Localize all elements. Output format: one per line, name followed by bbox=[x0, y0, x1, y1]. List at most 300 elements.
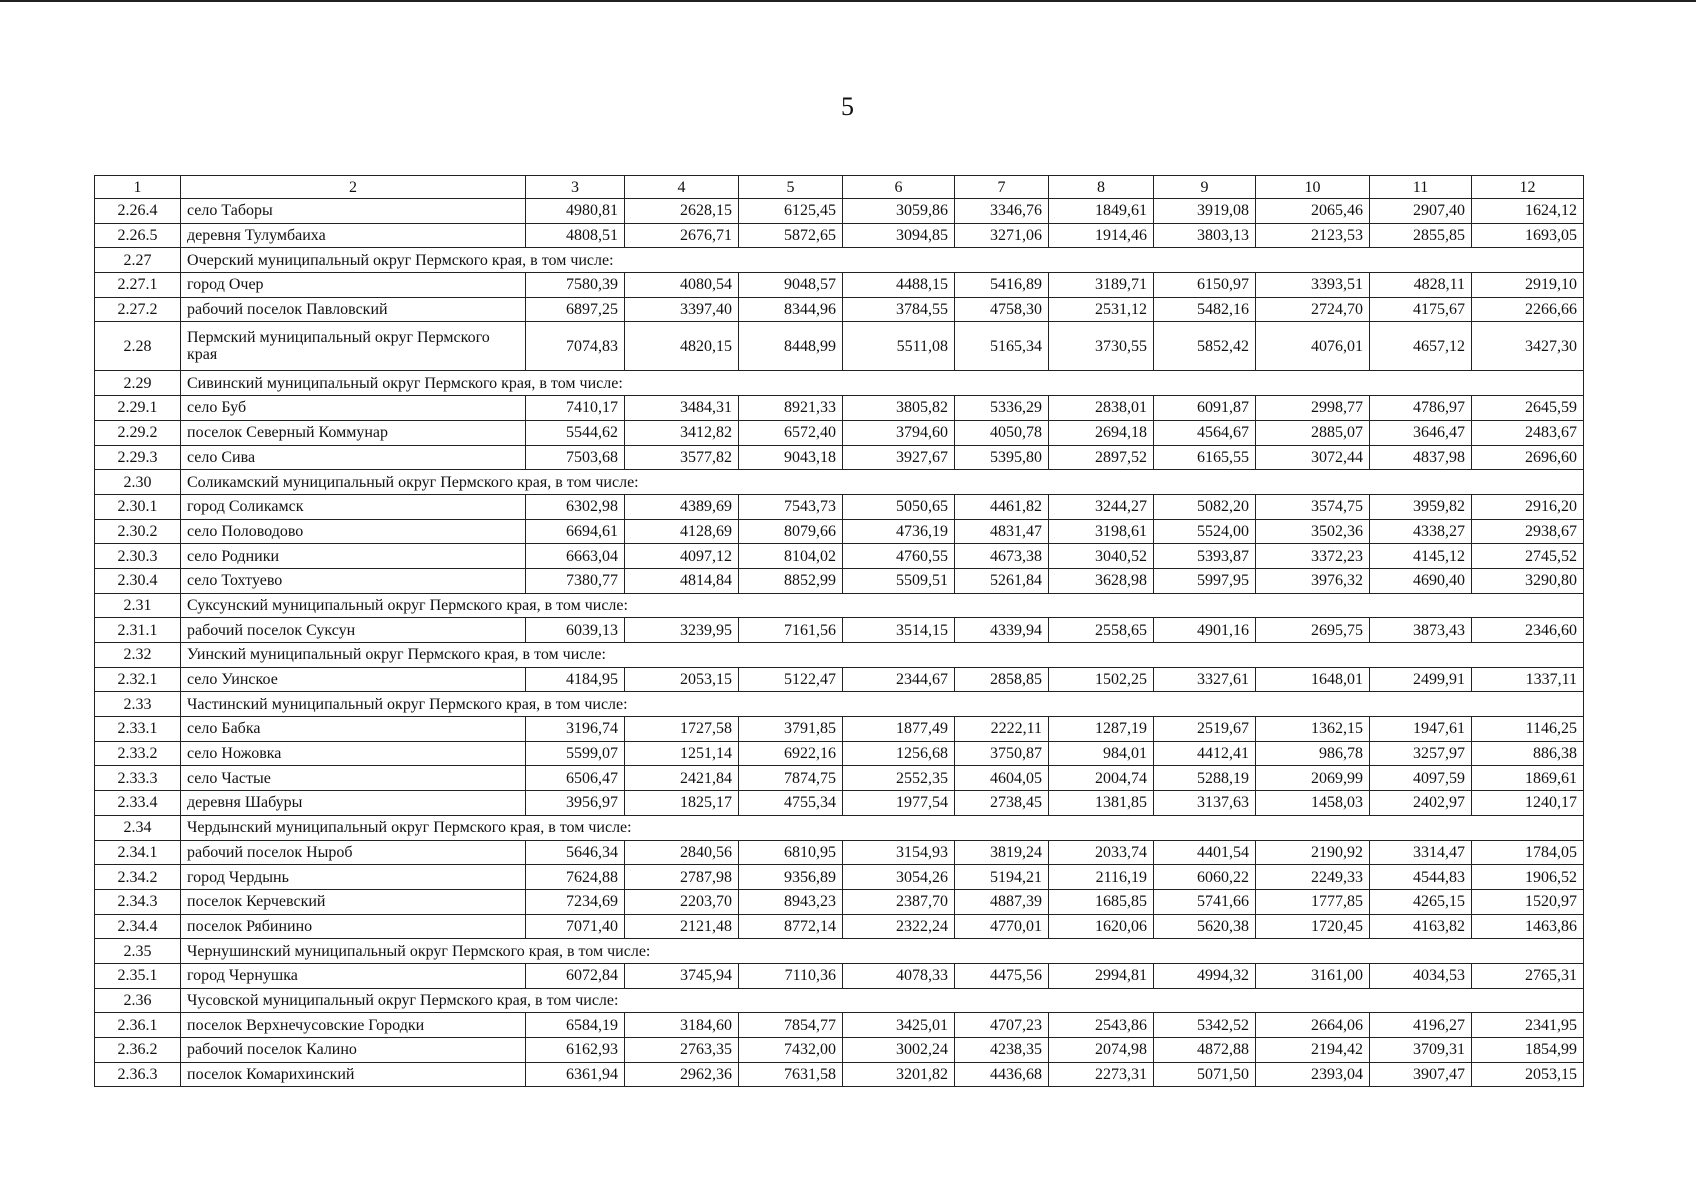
value-cell: 1520,97 bbox=[1472, 889, 1584, 914]
settlement-name: город Чернушка bbox=[181, 963, 526, 988]
value-cell: 1720,45 bbox=[1256, 914, 1370, 939]
row-code: 2.30.4 bbox=[95, 568, 181, 593]
value-cell: 6810,95 bbox=[739, 840, 843, 865]
value-cell: 2004,74 bbox=[1049, 766, 1154, 791]
value-cell: 3784,55 bbox=[843, 297, 955, 322]
value-cell: 3290,80 bbox=[1472, 568, 1584, 593]
row-code: 2.36.3 bbox=[95, 1062, 181, 1087]
value-cell: 3794,60 bbox=[843, 420, 955, 445]
value-cell: 1146,25 bbox=[1472, 717, 1584, 742]
value-cell: 5741,66 bbox=[1154, 889, 1256, 914]
value-cell: 2121,48 bbox=[625, 914, 739, 939]
value-cell: 1877,49 bbox=[843, 717, 955, 742]
value-cell: 5509,51 bbox=[843, 568, 955, 593]
settlement-name: село Половодово bbox=[181, 519, 526, 544]
column-header: 11 bbox=[1370, 176, 1472, 199]
row-code: 2.36 bbox=[95, 988, 181, 1013]
column-header: 4 bbox=[625, 176, 739, 199]
value-cell: 2033,74 bbox=[1049, 840, 1154, 865]
section-row bbox=[95, 815, 1584, 840]
row-code: 2.26.4 bbox=[95, 199, 181, 224]
value-cell: 2053,15 bbox=[1472, 1062, 1584, 1087]
value-cell: 3346,76 bbox=[955, 199, 1049, 224]
value-cell: 2074,98 bbox=[1049, 1038, 1154, 1063]
value-cell: 4604,05 bbox=[955, 766, 1049, 791]
value-cell: 4808,51 bbox=[526, 223, 625, 248]
value-cell: 8772,14 bbox=[739, 914, 843, 939]
table-row bbox=[95, 914, 1584, 939]
value-cell: 6302,98 bbox=[526, 494, 625, 519]
value-cell: 6162,93 bbox=[526, 1038, 625, 1063]
value-cell: 5082,20 bbox=[1154, 494, 1256, 519]
value-cell: 2552,35 bbox=[843, 766, 955, 791]
row-code: 2.27.2 bbox=[95, 297, 181, 322]
value-cell: 4758,30 bbox=[955, 297, 1049, 322]
value-cell: 3327,61 bbox=[1154, 667, 1256, 692]
value-cell: 2907,40 bbox=[1370, 199, 1472, 224]
value-cell: 3709,31 bbox=[1370, 1038, 1472, 1063]
value-cell: 7071,40 bbox=[526, 914, 625, 939]
value-cell: 3730,55 bbox=[1049, 322, 1154, 371]
column-header: 3 bbox=[526, 176, 625, 199]
value-cell: 2885,07 bbox=[1256, 420, 1370, 445]
value-cell: 1463,86 bbox=[1472, 914, 1584, 939]
value-cell: 1287,19 bbox=[1049, 717, 1154, 742]
table-row bbox=[95, 667, 1584, 692]
value-cell: 9356,89 bbox=[739, 865, 843, 890]
column-number-row bbox=[95, 176, 1584, 199]
value-cell: 2393,04 bbox=[1256, 1062, 1370, 1087]
value-cell: 3271,06 bbox=[955, 223, 1049, 248]
value-cell: 1648,01 bbox=[1256, 667, 1370, 692]
value-cell: 3819,24 bbox=[955, 840, 1049, 865]
value-cell: 2344,67 bbox=[843, 667, 955, 692]
row-code: 2.33.2 bbox=[95, 741, 181, 766]
value-cell: 3976,32 bbox=[1256, 568, 1370, 593]
value-cell: 3198,61 bbox=[1049, 519, 1154, 544]
value-cell: 4238,35 bbox=[955, 1038, 1049, 1063]
table-row bbox=[95, 396, 1584, 421]
value-cell: 2266,66 bbox=[1472, 297, 1584, 322]
value-cell: 5620,38 bbox=[1154, 914, 1256, 939]
row-code: 2.31.1 bbox=[95, 618, 181, 643]
page-number: 5 bbox=[841, 92, 855, 121]
table-row bbox=[95, 494, 1584, 519]
value-cell: 5599,07 bbox=[526, 741, 625, 766]
value-cell: 2645,59 bbox=[1472, 396, 1584, 421]
value-cell: 1251,14 bbox=[625, 741, 739, 766]
row-code: 2.33.1 bbox=[95, 717, 181, 742]
settlement-name: село Тохтуево bbox=[181, 568, 526, 593]
value-cell: 3745,94 bbox=[625, 963, 739, 988]
value-cell: 2763,35 bbox=[625, 1038, 739, 1063]
value-cell: 5852,42 bbox=[1154, 322, 1256, 371]
value-cell: 4690,40 bbox=[1370, 568, 1472, 593]
row-code: 2.35.1 bbox=[95, 963, 181, 988]
settlement-name: деревня Тулумбаиха bbox=[181, 223, 526, 248]
row-code: 2.33.4 bbox=[95, 791, 181, 816]
value-cell: 1693,05 bbox=[1472, 223, 1584, 248]
table-row bbox=[95, 1038, 1584, 1063]
value-cell: 7234,69 bbox=[526, 889, 625, 914]
value-cell: 3646,47 bbox=[1370, 420, 1472, 445]
settlement-name: город Очер bbox=[181, 273, 526, 298]
value-cell: 7580,39 bbox=[526, 273, 625, 298]
value-cell: 3484,31 bbox=[625, 396, 739, 421]
row-code: 2.29.3 bbox=[95, 445, 181, 470]
column-header: 6 bbox=[843, 176, 955, 199]
value-cell: 2116,19 bbox=[1049, 865, 1154, 890]
table-row bbox=[95, 568, 1584, 593]
value-cell: 6897,25 bbox=[526, 297, 625, 322]
value-cell: 3574,75 bbox=[1256, 494, 1370, 519]
value-cell: 5997,95 bbox=[1154, 568, 1256, 593]
value-cell: 4564,67 bbox=[1154, 420, 1256, 445]
settlement-name: деревня Шабуры bbox=[181, 791, 526, 816]
value-cell: 1947,61 bbox=[1370, 717, 1472, 742]
table-row bbox=[95, 618, 1584, 643]
value-cell: 8921,33 bbox=[739, 396, 843, 421]
value-cell: 7380,77 bbox=[526, 568, 625, 593]
value-cell: 5416,89 bbox=[955, 273, 1049, 298]
value-cell: 1849,61 bbox=[1049, 199, 1154, 224]
value-cell: 3425,01 bbox=[843, 1013, 955, 1038]
value-cell: 2998,77 bbox=[1256, 396, 1370, 421]
value-cell: 7074,83 bbox=[526, 322, 625, 371]
value-cell: 6506,47 bbox=[526, 766, 625, 791]
value-cell: 2664,06 bbox=[1256, 1013, 1370, 1038]
value-cell: 4436,68 bbox=[955, 1062, 1049, 1087]
row-code: 2.30.3 bbox=[95, 544, 181, 569]
settlement-name: село Буб bbox=[181, 396, 526, 421]
column-header: 8 bbox=[1049, 176, 1154, 199]
value-cell: 8079,66 bbox=[739, 519, 843, 544]
settlement-name: село Родники bbox=[181, 544, 526, 569]
value-cell: 1914,46 bbox=[1049, 223, 1154, 248]
value-cell: 2695,75 bbox=[1256, 618, 1370, 643]
column-header: 1 bbox=[95, 176, 181, 199]
value-cell: 1825,17 bbox=[625, 791, 739, 816]
settlement-name: рабочий поселок Павловский bbox=[181, 297, 526, 322]
row-code: 2.26.5 bbox=[95, 223, 181, 248]
settlement-name: город Соликамск bbox=[181, 494, 526, 519]
value-cell: 6694,61 bbox=[526, 519, 625, 544]
value-cell: 2840,56 bbox=[625, 840, 739, 865]
value-cell: 5482,16 bbox=[1154, 297, 1256, 322]
value-cell: 4338,27 bbox=[1370, 519, 1472, 544]
table-row bbox=[95, 766, 1584, 791]
value-cell: 2322,24 bbox=[843, 914, 955, 939]
value-cell: 2938,67 bbox=[1472, 519, 1584, 544]
settlement-name: поселок Комарихинский bbox=[181, 1062, 526, 1087]
value-cell: 6584,19 bbox=[526, 1013, 625, 1038]
value-cell: 1362,15 bbox=[1256, 717, 1370, 742]
value-cell: 4828,11 bbox=[1370, 273, 1472, 298]
value-cell: 1906,52 bbox=[1472, 865, 1584, 890]
section-title: Чердынский муниципальный округ Пермского края, в том числе: bbox=[181, 815, 1584, 840]
value-cell: 4814,84 bbox=[625, 568, 739, 593]
value-cell: 6150,97 bbox=[1154, 273, 1256, 298]
value-cell: 2738,45 bbox=[955, 791, 1049, 816]
value-cell: 8852,99 bbox=[739, 568, 843, 593]
value-cell: 4837,98 bbox=[1370, 445, 1472, 470]
value-cell: 3161,00 bbox=[1256, 963, 1370, 988]
value-cell: 7410,17 bbox=[526, 396, 625, 421]
table-row bbox=[95, 1062, 1584, 1087]
value-cell: 5050,65 bbox=[843, 494, 955, 519]
value-cell: 4872,88 bbox=[1154, 1038, 1256, 1063]
table-row bbox=[95, 273, 1584, 298]
value-cell: 4707,23 bbox=[955, 1013, 1049, 1038]
value-cell: 3873,43 bbox=[1370, 618, 1472, 643]
value-cell: 3393,51 bbox=[1256, 273, 1370, 298]
value-cell: 986,78 bbox=[1256, 741, 1370, 766]
row-code: 2.34.3 bbox=[95, 889, 181, 914]
row-code: 2.28 bbox=[95, 322, 181, 371]
value-cell: 7543,73 bbox=[739, 494, 843, 519]
value-cell: 4770,01 bbox=[955, 914, 1049, 939]
value-cell: 4389,69 bbox=[625, 494, 739, 519]
value-cell: 4078,33 bbox=[843, 963, 955, 988]
value-cell: 3072,44 bbox=[1256, 445, 1370, 470]
value-cell: 1869,61 bbox=[1472, 766, 1584, 791]
settlement-name: село Бабка bbox=[181, 717, 526, 742]
value-cell: 1502,25 bbox=[1049, 667, 1154, 692]
value-cell: 2855,85 bbox=[1370, 223, 1472, 248]
settlement-name: село Таборы bbox=[181, 199, 526, 224]
row-code: 2.34.2 bbox=[95, 865, 181, 890]
row-code: 2.27 bbox=[95, 248, 181, 273]
settlement-name: поселок Верхнечусовские Городки bbox=[181, 1013, 526, 1038]
value-cell: 2194,42 bbox=[1256, 1038, 1370, 1063]
value-cell: 6663,04 bbox=[526, 544, 625, 569]
value-cell: 3427,30 bbox=[1472, 322, 1584, 371]
value-cell: 3201,82 bbox=[843, 1062, 955, 1087]
settlement-name: село Уинское bbox=[181, 667, 526, 692]
table-row bbox=[95, 963, 1584, 988]
value-cell: 3054,26 bbox=[843, 865, 955, 890]
value-cell: 5336,29 bbox=[955, 396, 1049, 421]
value-cell: 9043,18 bbox=[739, 445, 843, 470]
settlement-name: поселок Рябинино bbox=[181, 914, 526, 939]
value-cell: 7503,68 bbox=[526, 445, 625, 470]
value-cell: 7854,77 bbox=[739, 1013, 843, 1038]
value-cell: 3244,27 bbox=[1049, 494, 1154, 519]
value-cell: 2190,92 bbox=[1256, 840, 1370, 865]
value-cell: 4755,34 bbox=[739, 791, 843, 816]
value-cell: 5511,08 bbox=[843, 322, 955, 371]
value-cell: 2222,11 bbox=[955, 717, 1049, 742]
value-cell: 2421,84 bbox=[625, 766, 739, 791]
value-cell: 4544,83 bbox=[1370, 865, 1472, 890]
value-cell: 5395,80 bbox=[955, 445, 1049, 470]
value-cell: 2499,91 bbox=[1370, 667, 1472, 692]
settlement-name: поселок Керчевский bbox=[181, 889, 526, 914]
value-cell: 3397,40 bbox=[625, 297, 739, 322]
value-cell: 4339,94 bbox=[955, 618, 1049, 643]
table-row bbox=[95, 223, 1584, 248]
value-cell: 3184,60 bbox=[625, 1013, 739, 1038]
section-row bbox=[95, 593, 1584, 618]
row-code: 2.36.1 bbox=[95, 1013, 181, 1038]
value-cell: 3412,82 bbox=[625, 420, 739, 445]
value-cell: 2724,70 bbox=[1256, 297, 1370, 322]
value-cell: 2543,86 bbox=[1049, 1013, 1154, 1038]
value-cell: 4184,95 bbox=[526, 667, 625, 692]
value-cell: 4475,56 bbox=[955, 963, 1049, 988]
value-cell: 9048,57 bbox=[739, 273, 843, 298]
value-cell: 5071,50 bbox=[1154, 1062, 1256, 1087]
value-cell: 7631,58 bbox=[739, 1062, 843, 1087]
value-cell: 4994,32 bbox=[1154, 963, 1256, 988]
value-cell: 4050,78 bbox=[955, 420, 1049, 445]
column-header: 2 bbox=[181, 176, 526, 199]
value-cell: 4175,67 bbox=[1370, 297, 1472, 322]
value-cell: 4673,38 bbox=[955, 544, 1049, 569]
value-cell: 2628,15 bbox=[625, 199, 739, 224]
settlement-name: рабочий поселок Ныроб bbox=[181, 840, 526, 865]
row-code: 2.32.1 bbox=[95, 667, 181, 692]
value-cell: 6125,45 bbox=[739, 199, 843, 224]
value-cell: 1620,06 bbox=[1049, 914, 1154, 939]
value-cell: 7432,00 bbox=[739, 1038, 843, 1063]
value-cell: 3189,71 bbox=[1049, 273, 1154, 298]
value-cell: 2065,46 bbox=[1256, 199, 1370, 224]
section-row bbox=[95, 939, 1584, 964]
row-code: 2.29.2 bbox=[95, 420, 181, 445]
value-cell: 3959,82 bbox=[1370, 494, 1472, 519]
row-code: 2.32 bbox=[95, 643, 181, 668]
table-row bbox=[95, 199, 1584, 224]
value-cell: 5165,34 bbox=[955, 322, 1049, 371]
value-cell: 5194,21 bbox=[955, 865, 1049, 890]
value-cell: 2531,12 bbox=[1049, 297, 1154, 322]
value-cell: 4163,82 bbox=[1370, 914, 1472, 939]
column-header: 7 bbox=[955, 176, 1049, 199]
value-cell: 7161,56 bbox=[739, 618, 843, 643]
value-cell: 4657,12 bbox=[1370, 322, 1472, 371]
row-code: 2.29 bbox=[95, 371, 181, 396]
value-cell: 4401,54 bbox=[1154, 840, 1256, 865]
section-row bbox=[95, 988, 1584, 1013]
row-code: 2.36.2 bbox=[95, 1038, 181, 1063]
value-cell: 3059,86 bbox=[843, 199, 955, 224]
value-cell: 5646,34 bbox=[526, 840, 625, 865]
row-code: 2.33.3 bbox=[95, 766, 181, 791]
value-cell: 2402,97 bbox=[1370, 791, 1472, 816]
value-cell: 5872,65 bbox=[739, 223, 843, 248]
table-row bbox=[95, 865, 1584, 890]
row-code: 2.30.2 bbox=[95, 519, 181, 544]
value-cell: 4097,12 bbox=[625, 544, 739, 569]
section-title: Частинский муниципальный округ Пермского края, в том числе: bbox=[181, 692, 1584, 717]
row-code: 2.30 bbox=[95, 470, 181, 495]
value-cell: 6165,55 bbox=[1154, 445, 1256, 470]
table-row bbox=[95, 741, 1584, 766]
value-cell: 3137,63 bbox=[1154, 791, 1256, 816]
section-title: Чернушинский муниципальный округ Пермского края, в том числе: bbox=[181, 939, 1584, 964]
value-cell: 3577,82 bbox=[625, 445, 739, 470]
value-cell: 3919,08 bbox=[1154, 199, 1256, 224]
settlement-name: рабочий поселок Суксун bbox=[181, 618, 526, 643]
value-cell: 3154,93 bbox=[843, 840, 955, 865]
value-cell: 2838,01 bbox=[1049, 396, 1154, 421]
row-code: 2.34.4 bbox=[95, 914, 181, 939]
value-cell: 2787,98 bbox=[625, 865, 739, 890]
value-cell: 2962,36 bbox=[625, 1062, 739, 1087]
column-header: 9 bbox=[1154, 176, 1256, 199]
value-cell: 3196,74 bbox=[526, 717, 625, 742]
value-cell: 5544,62 bbox=[526, 420, 625, 445]
value-cell: 3040,52 bbox=[1049, 544, 1154, 569]
value-cell: 1624,12 bbox=[1472, 199, 1584, 224]
row-code: 2.33 bbox=[95, 692, 181, 717]
settlement-name: село Сива bbox=[181, 445, 526, 470]
value-cell: 3803,13 bbox=[1154, 223, 1256, 248]
table-row bbox=[95, 1013, 1584, 1038]
value-cell: 4097,59 bbox=[1370, 766, 1472, 791]
value-cell: 6072,84 bbox=[526, 963, 625, 988]
value-cell: 2123,53 bbox=[1256, 223, 1370, 248]
value-cell: 2919,10 bbox=[1472, 273, 1584, 298]
value-cell: 3956,97 bbox=[526, 791, 625, 816]
value-cell: 4080,54 bbox=[625, 273, 739, 298]
value-cell: 3927,67 bbox=[843, 445, 955, 470]
value-cell: 3502,36 bbox=[1256, 519, 1370, 544]
value-cell: 1337,11 bbox=[1472, 667, 1584, 692]
table-row bbox=[95, 519, 1584, 544]
value-cell: 3791,85 bbox=[739, 717, 843, 742]
value-cell: 2053,15 bbox=[625, 667, 739, 692]
table-row bbox=[95, 322, 1584, 371]
value-cell: 6039,13 bbox=[526, 618, 625, 643]
section-title: Суксунский муниципальный округ Пермского края, в том числе: bbox=[181, 593, 1584, 618]
value-cell: 2676,71 bbox=[625, 223, 739, 248]
section-title: Соликамский муниципальный округ Пермского края, в том числе: bbox=[181, 470, 1584, 495]
value-cell: 1685,85 bbox=[1049, 889, 1154, 914]
settlement-name: поселок Северный Коммунар bbox=[181, 420, 526, 445]
table-row bbox=[95, 445, 1584, 470]
value-cell: 4145,12 bbox=[1370, 544, 1472, 569]
value-cell: 2069,99 bbox=[1256, 766, 1370, 791]
value-cell: 2519,67 bbox=[1154, 717, 1256, 742]
value-cell: 2558,65 bbox=[1049, 618, 1154, 643]
value-cell: 3372,23 bbox=[1256, 544, 1370, 569]
value-cell: 4265,15 bbox=[1370, 889, 1472, 914]
value-cell: 2897,52 bbox=[1049, 445, 1154, 470]
value-cell: 2916,20 bbox=[1472, 494, 1584, 519]
value-cell: 4488,15 bbox=[843, 273, 955, 298]
value-cell: 7110,36 bbox=[739, 963, 843, 988]
table-row bbox=[95, 717, 1584, 742]
value-cell: 6361,94 bbox=[526, 1062, 625, 1087]
table-row bbox=[95, 544, 1584, 569]
section-row bbox=[95, 470, 1584, 495]
section-title: Уинский муниципальный округ Пермского края, в том числе: bbox=[181, 643, 1584, 668]
row-code: 2.34.1 bbox=[95, 840, 181, 865]
value-cell: 1727,58 bbox=[625, 717, 739, 742]
value-cell: 4980,81 bbox=[526, 199, 625, 224]
value-cell: 4786,97 bbox=[1370, 396, 1472, 421]
table-row bbox=[95, 791, 1584, 816]
settlement-name: село Частые bbox=[181, 766, 526, 791]
value-cell: 1777,85 bbox=[1256, 889, 1370, 914]
value-cell: 4412,41 bbox=[1154, 741, 1256, 766]
value-cell: 886,38 bbox=[1472, 741, 1584, 766]
section-row bbox=[95, 248, 1584, 273]
column-header: 5 bbox=[739, 176, 843, 199]
value-cell: 2694,18 bbox=[1049, 420, 1154, 445]
